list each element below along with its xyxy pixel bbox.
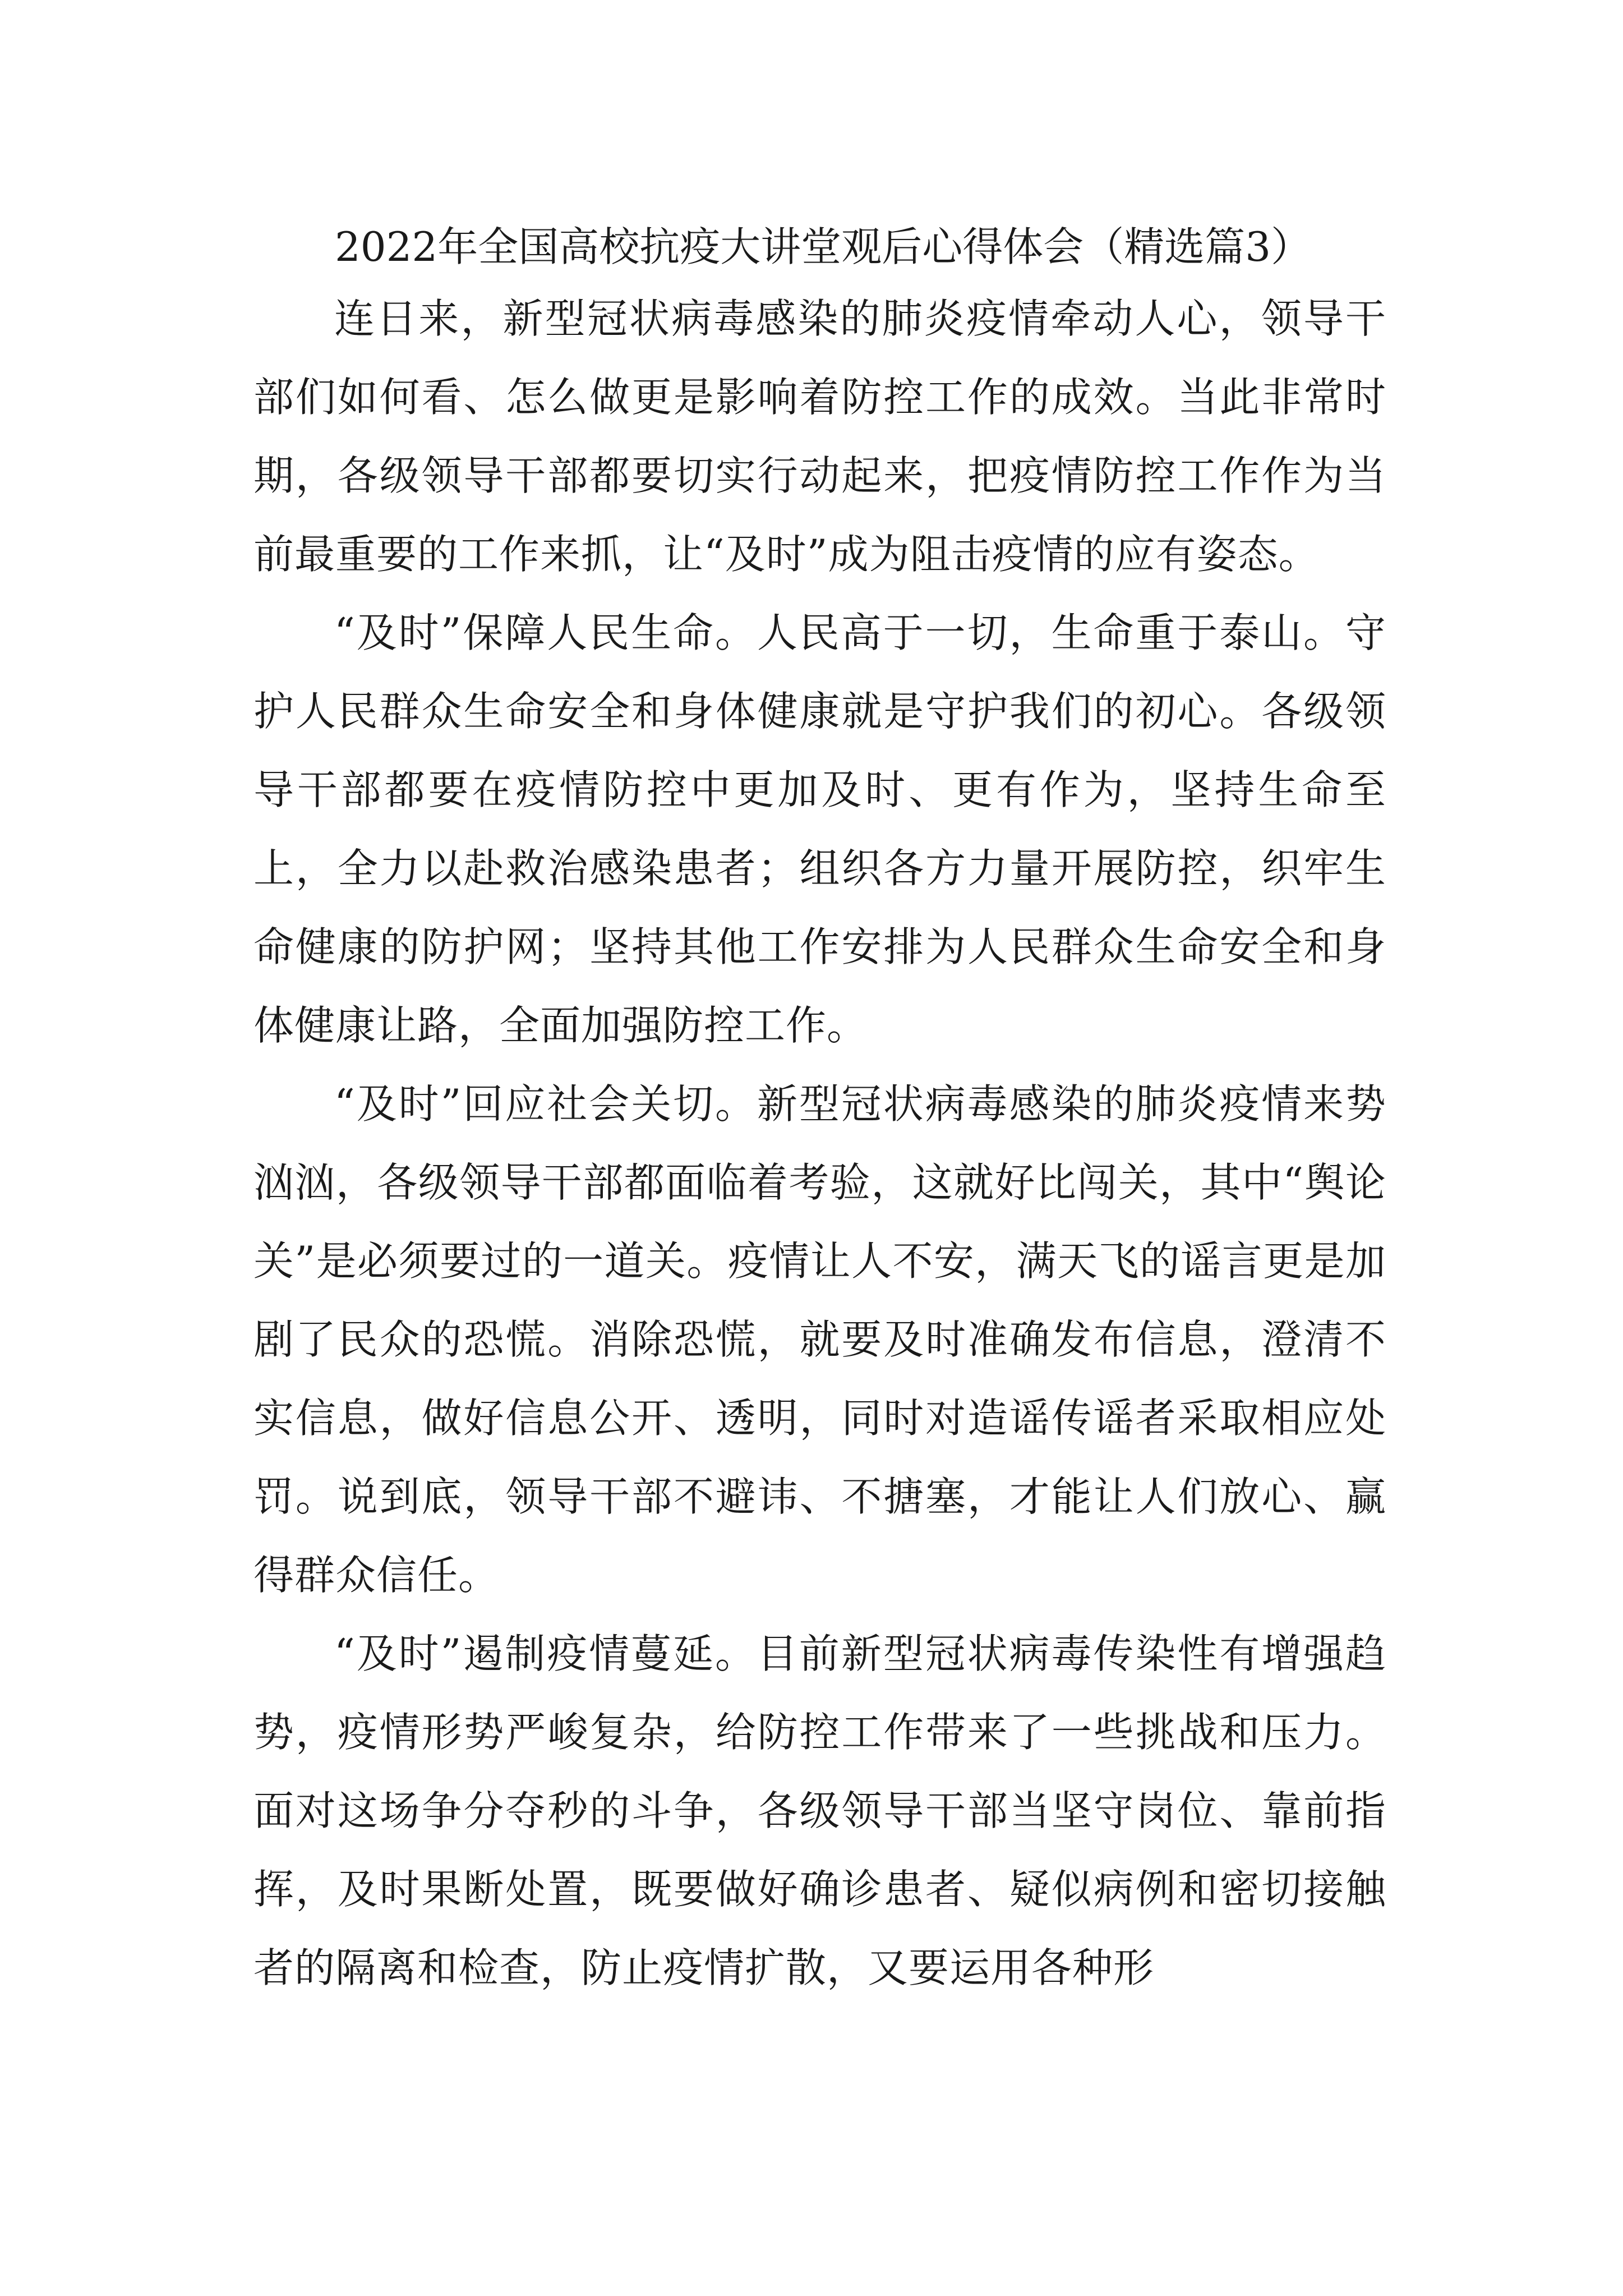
paragraph-intro: 连日来，新型冠状病毒感染的肺炎疫情牵动人心，领导干部们如何看、怎么做更是影响着防控工作的成效。当此非常时期，各级领导干部都要切实行动起来，把疫情防控工作作为当前最重要的工作来抓，让“及时”成为阻击疫情的应有姿态。 (253, 295, 1386, 578)
paragraph-curb-spread: “及时”遏制疫情蔓延。目前新型冠状病毒传染性有增强趋势，疫情形势严峻复杂，给防控工作带来了一些挑战和压力。面对这场争分夺秒的斗争，各级领导干部当坚守岗位、靠前指挥，及时果断处置，既要做好确诊患者、疑似病例和密切接触者的隔离和检查，防止疫情扩散，又要运用各种形 (253, 1630, 1386, 1991)
paragraph-respond-concerns: “及时”回应社会关切。新型冠状病毒感染的肺炎疫情来势汹汹，各级领导干部都面临着考验，这就好比闯关，其中“舆论关”是必须要过的一道关。疫情让人不安，满天飞的谣言更是加剧了民众的恐慌。消除恐慌，就要及时准确发布信息，澄清不实信息，做好信息公开、透明，同时对造谣传谣者采取相应处罚。说到底，领导干部不避讳、不搪塞，才能让人们放心、赢得群众信任。 (253, 1080, 1386, 1599)
paragraph-protect-life: “及时”保障人民生命。人民高于一切，生命重于泰山。守护人民群众生命安全和身体健康就是守护我们的初心。各级领导干部都要在疫情防控中更加及时、更有作为，坚持生命至上，全力以赴救治感染患者；组织各方力量开展防控，织牢生命健康的防护网；坚持其他工作安排为人民群众生命安全和身体健康让路，全面加强防控工作。 (253, 609, 1386, 1049)
document-body (253, 214, 1386, 2007)
document-title: 2022年全国高校抗疫大讲堂观后心得体会（精选篇3） (335, 223, 1312, 270)
